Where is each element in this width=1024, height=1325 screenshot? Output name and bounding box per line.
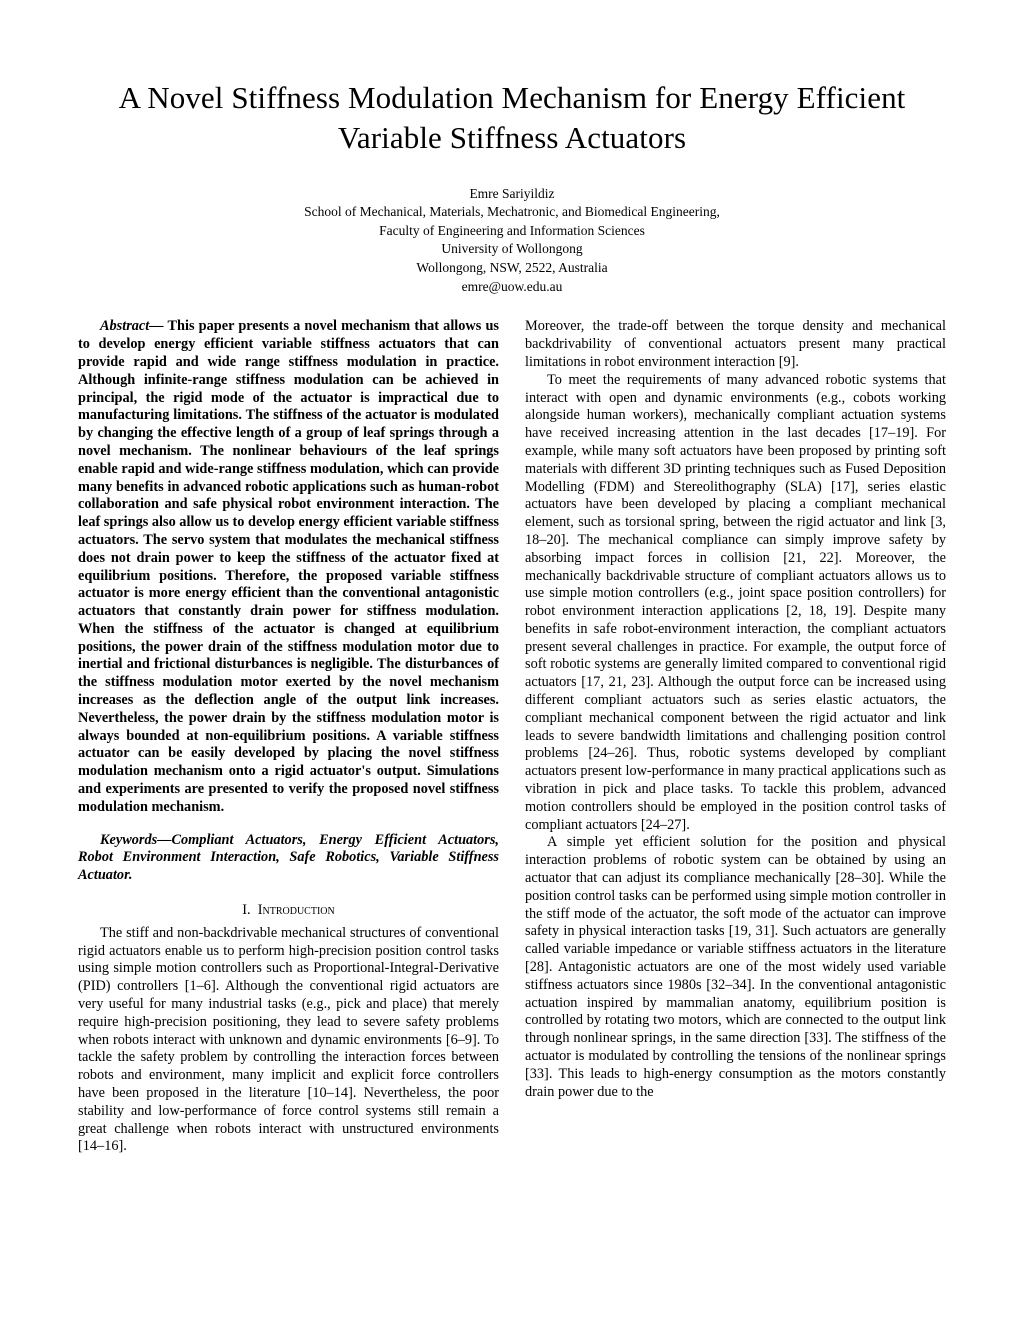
affiliation-line-4: Wollongong, NSW, 2522, Australia	[416, 260, 608, 276]
right-paragraph-3: A simple yet efficient solution for the position and physical interaction problems of robotic system can be obtained by using an actuator that can adjust its compliance mechanically [28–30]. While the position control tasks can be performed using simple motion controller in the stiff mode of the actuator, the soft mode of the actuator can improve safety in physical interaction tasks [19, 31]. Such actuators are generally called variable impedance or variable stiffness actuators in the literature [28]. Antagonistic actuators are one of the most widely used variable stiffness actuators since 1980s [32–34]. In the conventional antagonistic actuation inspired by mammalian anatomy, equilibrium position is controlled by rotating two motors, which are connected to the output link through nonlinear springs, in the same direction [33]. The stiffness of the actuator is modulated by controlling the tensions of the nonlinear springs [33]. This leads to high-energy consumption as the motors constantly drain power due to the	[525, 834, 946, 1100]
keywords-paragraph: Keywords—Compliant Actuators, Energy Efficient Actuators, Robot Environment Interaction, Safe Robotics, Variable Stiffness Actuator.	[78, 831, 499, 884]
section-heading-introduction	[78, 902, 499, 920]
author-name: Emre Sariyildiz	[469, 185, 555, 201]
abstract-text: This paper presents a novel mechanism that allows us to develop energy efficient variable stiffness actuators that can provide rapid and wide range stiffness modulation in practice. Although infinite-range stiffness modulation can be achieved in principal, the rigid mode of the actuator is impractical due to manufacturing limitations. The stiffness of the actuator is modulated by changing the effective length of a group of leaf springs through a novel mechanism. The nonlinear behaviours of the leaf springs enable rapid and wide-range stiffness modulation, which can provide many benefits in advanced robotic applications such as human-robot collaboration and safe physical robot environment interaction. The leaf springs also allow us to develop energy efficient variable stiffness actuators. The servo system that modulates the mechanical stiffness does not drain power to keep the stiffness of the actuator fixed at equilibrium positions. Therefore, the proposed variable stiffness actuator is more energy efficient than the conventional antagonistic actuators that constantly drain power for stiffness modulation. When the stiffness of the actuator is changed at equilibrium positions, the power drain of the stiffness modulation motor due to inertial and frictional disturbances is negligible. The disturbances of the stiffness modulation motor exerted by the novel mechanism increases as the deflection angle of the output link increases. Nevertheless, the power drain by the stiffness modulation motor is always bounded at non-equilibrium positions. A variable stiffness actuator can be easily developed by placing the novel stiffness modulation mechanism onto a rigid actuator's output. Simulations and experiments are presented to verify the proposed novel stiffness modulation mechanism.	[78, 318, 499, 815]
intro-paragraph-1: The stiff and non-backdrivable mechanical structures of conventional rigid actuators enable us to perform high-precision position control tasks using simple motion controllers such as Proportional-Integral-Derivative (PID) controllers [1–6]. Although the conventional rigid actuators are very useful for many industrial tasks (e.g., pick and place) that merely require high-precision positioning, they lead to severe safety problems when robots interact with unknown and dynamic environments [6–9]. To tackle the safety problem by controlling the interaction forces between robots and environment, many implicit and explicit force controllers have been proposed in the literature [10–14]. Nevertheless, the poor stability and low-performance of force control systems still remain a great challenge when robots interact with unstructured environments [14–16].	[78, 924, 499, 1155]
abstract-label: Abstract—	[100, 318, 164, 335]
affiliation-line-2: Faculty of Engineering and Information Sciences	[379, 222, 645, 238]
page-title: A Novel Stiffness Modulation Mechanism for Energy Efficient Variable Stiffness Actuators	[118, 80, 906, 156]
right-column	[525, 318, 946, 1101]
author-block	[78, 185, 946, 297]
left-column	[78, 318, 499, 1156]
right-paragraph-1: Moreover, the trade-off between the torque density and mechanical backdrivability of conventional actuators present many practical limitations in robot environment interaction [9].	[525, 318, 946, 370]
two-column-body	[78, 318, 946, 1156]
section-title: Introduction	[257, 902, 335, 919]
affiliation-line-1: School of Mechanical, Materials, Mechatronic, and Biomedical Engineering,	[304, 204, 720, 220]
abstract-paragraph	[78, 318, 499, 816]
section-number: I.	[242, 902, 251, 919]
affiliation-line-3: University of Wollongong	[441, 241, 583, 257]
author-email: emre@uow.edu.au	[461, 278, 563, 294]
right-paragraph-2: To meet the requirements of many advanced robotic systems that interact with open and dynamic environments (e.g., cobots working alongside human workers), mechanically compliant actuation systems have received increasing attention in the last decades [17–19]. For example, while many soft actuators have been proposed by printing soft materials with different 3D printing techniques such as Fused Deposition Modelling (FDM) and Stereolithography (SLA) [17], series elastic actuators have been developed by placing a compliant mechanical element, such as torsional spring, between the rigid actuator and link [3, 18–20]. The mechanical compliance can simply improve safety by absorbing impact forces in collision [21, 22]. Moreover, the mechanically backdrivable structure of compliant actuators allows us to use simple motion controllers (e.g., joint space position controllers) for robot environment interaction applications [2, 18, 19]. Despite many benefits in safe robot-environment interaction, the compliant actuators present several challenges in practice. For example, the output force of soft robotic systems are generally limited compared to conventional rigid actuators [17, 21, 23]. Although the output force can be increased using different compliant actuators such as series elastic actuators, the compliant mechanical component between the rigid actuator and link leads to severe bandwidth limitations and challenging position control problems [24–26]. Thus, robotic systems developed by compliant actuators present low-performance in many practical applications such as vibration in pick and place tasks. To tackle this problem, advanced motion controllers should be employed in the position control tasks of compliant actuators [24–27].	[525, 371, 946, 833]
